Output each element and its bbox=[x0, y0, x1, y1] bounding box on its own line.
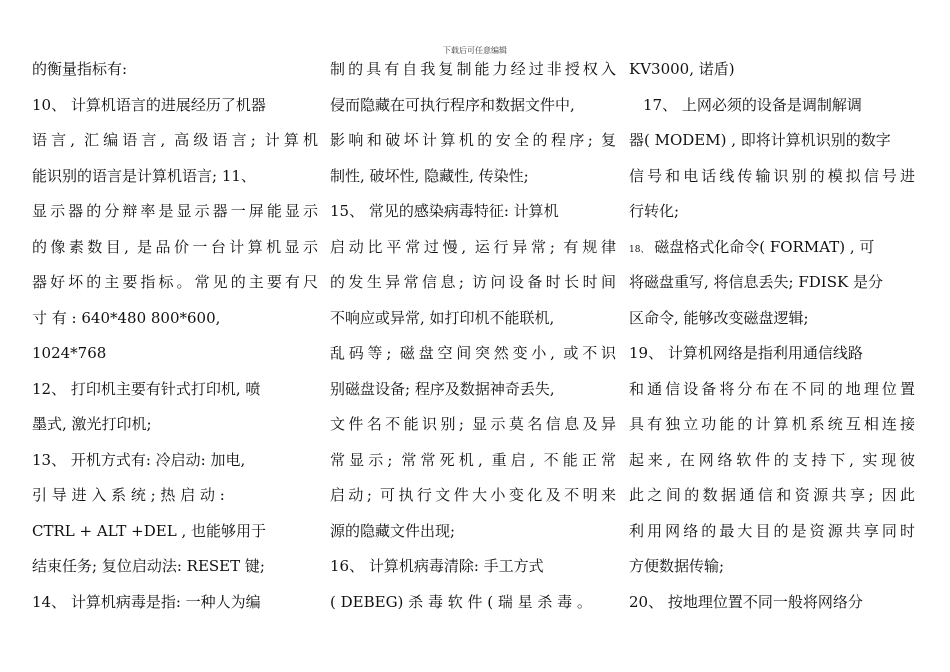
text-line: 的发生异常信息; 访问设备时长时间 bbox=[330, 273, 616, 291]
text-line: 和通信设备将分布在不同的地理位置 bbox=[629, 379, 915, 398]
text-line: 的像素数目, 是品价一台计算机显示 bbox=[32, 237, 318, 256]
text-line: 制的具有自我复制能力经过非授权入 bbox=[330, 60, 616, 78]
text-line: 的衡量指标有: bbox=[32, 60, 128, 78]
text-line: 16、 计算机病毒清除: 手工方式 bbox=[330, 557, 544, 575]
text-line: 具有独立功能的计算机系统互相连接 bbox=[629, 415, 915, 433]
text-line: 语言, 汇编语言, 高级语言; 计算机 bbox=[32, 131, 318, 149]
text-line: 常显示; 常常死机, 重启, 不能正常 bbox=[330, 450, 616, 469]
text-line: 起来, 在网络软件的支持下, 实现彼 bbox=[629, 450, 915, 469]
text-line: 乱码等; 磁盘空间突然变小, 或不识 bbox=[330, 344, 616, 362]
text-line: 15、 常见的感染病毒特征: 计算机 bbox=[330, 202, 559, 220]
text-line: 20、 按地理位置不同一般将网络分 bbox=[629, 592, 863, 611]
text-column-right bbox=[629, 52, 915, 620]
text-line: 能识别的语言是计算机语言; 11、 bbox=[32, 166, 256, 185]
text-line: 制性, 破坏性, 隐藏性, 传染性; bbox=[330, 166, 529, 185]
text-line: 信号和电话线传输识别的模拟信号进 bbox=[629, 166, 915, 185]
text-line: 行转化; bbox=[629, 202, 680, 220]
page-header-note: 下载后可任意编辑 bbox=[443, 46, 507, 55]
text-line: 14、 计算机病毒是指: 一种人为编 bbox=[32, 592, 261, 611]
text-line: 启动比平常过慢, 运行异常; 有规律 bbox=[330, 237, 616, 256]
text-line: 19、 计算机网络是指利用通信线路 bbox=[629, 344, 863, 362]
text-line: 启动; 可执行文件大小变化及不明来 bbox=[330, 486, 616, 504]
text-line: 区命令, 能够改变磁盘逻辑; bbox=[629, 308, 809, 327]
text-line: 器好坏的主要指标。常见的主要有尺 bbox=[32, 273, 318, 291]
text-line: 此之间的数据通信和资源共享; 因此 bbox=[629, 486, 915, 504]
text-line: 12、 打印机主要有针式打印机, 喷 bbox=[32, 379, 261, 398]
item-text: 磁盘格式化命令( FORMAT) , 可 bbox=[649, 237, 875, 256]
text-line: KV3000, 诺盾) bbox=[629, 60, 735, 78]
item-number: 18、 bbox=[629, 244, 650, 255]
text-line bbox=[629, 230, 915, 266]
text-column-left bbox=[32, 52, 318, 620]
text-line: 引 导 进 入 系 统 ; 热 启 动 : bbox=[32, 486, 225, 504]
text-line: 不响应或异常, 如打印机不能联机, bbox=[330, 308, 555, 327]
text-line: 源的隐藏文件出现; bbox=[330, 521, 456, 540]
text-line: 10、 计算机语言的进展经历了机器 bbox=[32, 95, 266, 114]
text-line: 将磁盘重写, 将信息丢失; FDISK 是分 bbox=[629, 273, 883, 291]
text-column-middle bbox=[330, 52, 616, 620]
text-line: 侵而隐藏在可执行程序和数据文件中, bbox=[330, 95, 575, 114]
text-line: 13、 开机方式有: 冷启动: 加电, bbox=[32, 450, 246, 469]
text-line: 结束任务; 复位启动法: RESET 键; bbox=[32, 557, 265, 575]
text-line: 利用网络的最大目的是资源共享同时 bbox=[629, 521, 915, 540]
text-line: CTRL + ALT +DEL , 也能够用于 bbox=[32, 521, 266, 540]
text-line: 文件名不能识别; 显示莫名信息及异 bbox=[330, 415, 616, 433]
text-line: 方便数据传输; bbox=[629, 557, 725, 575]
text-line: 17、 上网必须的设备是调制解调 bbox=[643, 95, 862, 114]
text-line: ( DEBEG) 杀 毒 软 件 ( 瑞 星 杀 毒 。 bbox=[330, 592, 592, 611]
text-line: 显示器的分辩率是显示器一屏能显示 bbox=[32, 202, 318, 220]
text-line: 墨式, 激光打印机; bbox=[32, 415, 152, 433]
text-line: 器( MODEM) , 即将计算机识别的数字 bbox=[629, 131, 891, 149]
text-line: 影响和破坏计算机的安全的程序; 复 bbox=[330, 131, 616, 149]
text-line: 寸 有 : 640*480 800*600, bbox=[32, 308, 221, 327]
text-line: 1024*768 bbox=[32, 344, 107, 362]
text-line: 别磁盘设备; 程序及数据神奇丢失, bbox=[330, 379, 555, 398]
